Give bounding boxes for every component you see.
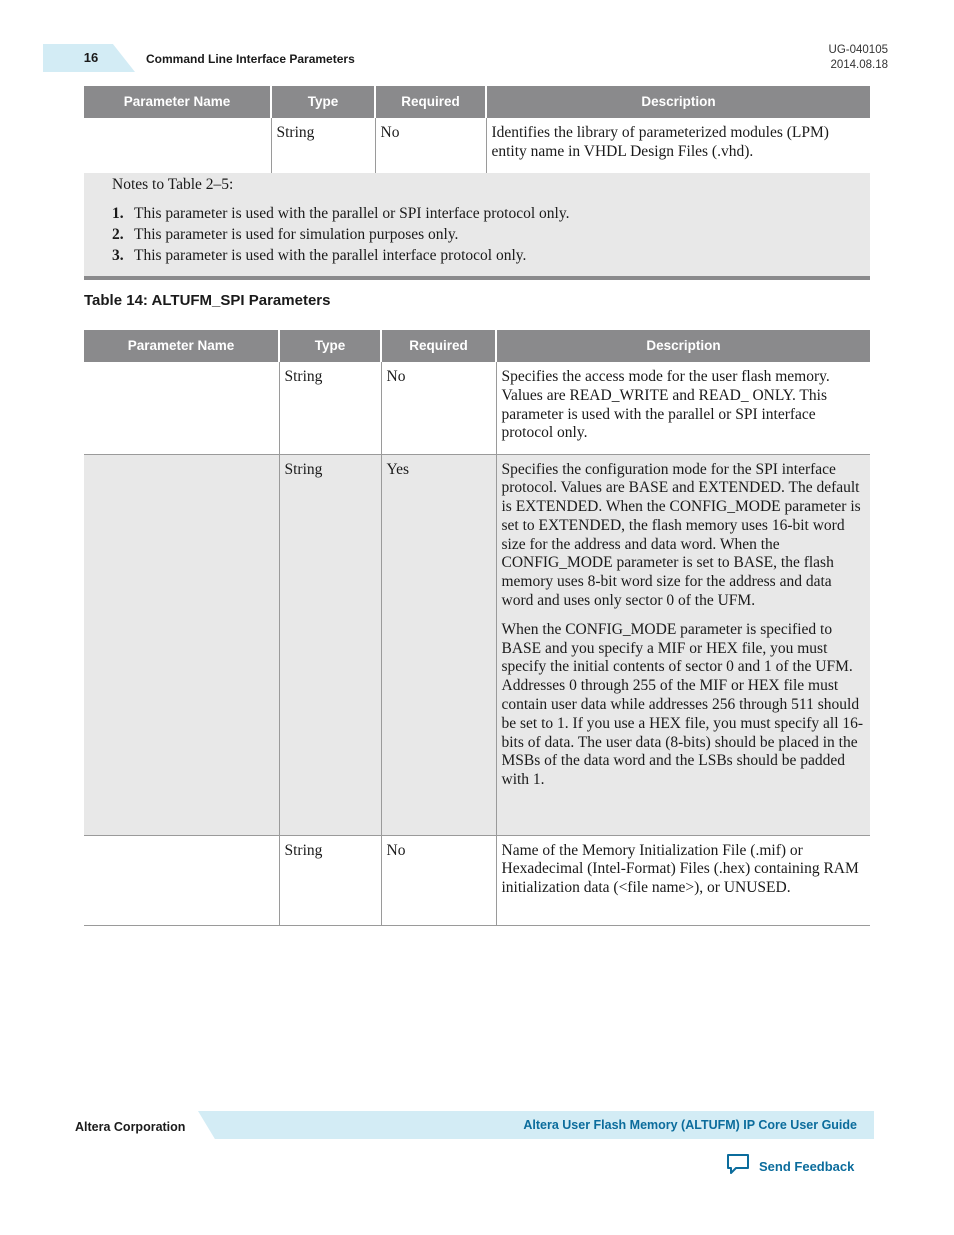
document-id: UG-040105 <box>828 44 888 56</box>
cell-description <box>496 362 870 454</box>
description-paragraph: Specifies the configuration mode for the SPI interface protocol. Values are BASE and EXTENDED. The default is EXTENDED. When the CONFIG_MODE parameter is set to EXTENDED, the flash memory uses 16-bit word size for the address and data word. When the CONFIG_MODE parameter is set to BASE, the flash memory uses 8-bit word size for the address and data word and uses only sector 0 of the UFM. <box>501 460 861 610</box>
table-notes <box>84 173 870 280</box>
description-paragraph: Name of the Memory Initialization File (.mif) or Hexadecimal (Intel-Format) Files (.hex) containing RAM initialization data (<file name>), or UNUSED. <box>501 841 859 897</box>
document-date: 2014.08.18 <box>830 59 888 71</box>
note-item: 2. This parameter is used for simulation purposes only. <box>112 226 459 243</box>
note-item: 1. This parameter is used with the parallel or SPI interface protocol only. <box>112 205 570 222</box>
notes-list <box>112 204 569 267</box>
cell-parameter-name <box>84 835 279 925</box>
description-paragraph: When the CONFIG_MODE parameter is specified to BASE and you specify a MIF or HEX file, you must specify the initial contents of sector 0 and 1 of the UFM. Addresses 0 through 255 of the MIF or HEX file must contain user data while addresses 256 through 511 should be set to 1. If you use a HEX file, you must specify all 16-bits of data. The user data (8-bits) should be placed in the MSBs of the data word and the LSBs should be padded with 1. <box>501 620 864 789</box>
cell-type: String <box>279 362 381 454</box>
column-header-required: Required <box>381 330 496 362</box>
description-paragraph: Identifies the library of parameterized modules (LPM) entity name in VHDL Design Files (.vhd). <box>491 124 829 160</box>
cell-required: No <box>381 362 496 454</box>
send-feedback-label: Send Feedback <box>759 1158 855 1174</box>
table-row <box>84 362 870 454</box>
cell-type: String <box>279 835 381 925</box>
table-header-row <box>84 86 870 118</box>
notes-title: Notes to Table 2–5: <box>112 176 234 193</box>
section-title: Command Line Interface Parameters <box>146 52 355 66</box>
cell-type: String <box>271 118 375 204</box>
table-caption: Table 14: ALTUFM_SPI Parameters <box>84 292 331 309</box>
column-header-parameter-name: Parameter Name <box>84 86 271 118</box>
cell-description <box>496 835 870 925</box>
document-id-block <box>829 43 888 73</box>
column-header-type: Type <box>271 86 375 118</box>
cell-description <box>496 454 870 835</box>
table-row <box>84 835 870 925</box>
page-number: 16 <box>83 50 99 65</box>
send-feedback-link[interactable] <box>726 1153 854 1179</box>
description-paragraph: Specifies the access mode for the user flash memory. Values are READ_WRITE and READ_ ONLY. This parameter is used with the parallel or SPI interface protocol only. <box>501 368 830 442</box>
cell-parameter-name <box>84 362 279 454</box>
column-header-required: Required <box>375 86 486 118</box>
column-header-parameter-name: Parameter Name <box>84 330 279 362</box>
column-header-type: Type <box>279 330 381 362</box>
footer-guide-title[interactable]: Altera User Flash Memory (ALTUFM) IP Core User Guide <box>523 1118 857 1132</box>
column-header-description: Description <box>496 330 870 362</box>
table-header-row <box>84 330 870 362</box>
note-item: 3. This parameter is used with the parallel interface protocol only. <box>112 247 527 264</box>
cell-type: String <box>279 454 381 835</box>
cell-required: Yes <box>381 454 496 835</box>
cell-parameter-name <box>84 454 279 835</box>
speech-bubble-icon <box>726 1153 750 1180</box>
altufm-spi-parameters-table <box>84 330 870 926</box>
footer-company-name: Altera Corporation <box>75 1120 186 1134</box>
table-row <box>84 454 870 835</box>
cell-required: No <box>375 118 486 204</box>
column-header-description: Description <box>486 86 870 118</box>
cell-required: No <box>381 835 496 925</box>
